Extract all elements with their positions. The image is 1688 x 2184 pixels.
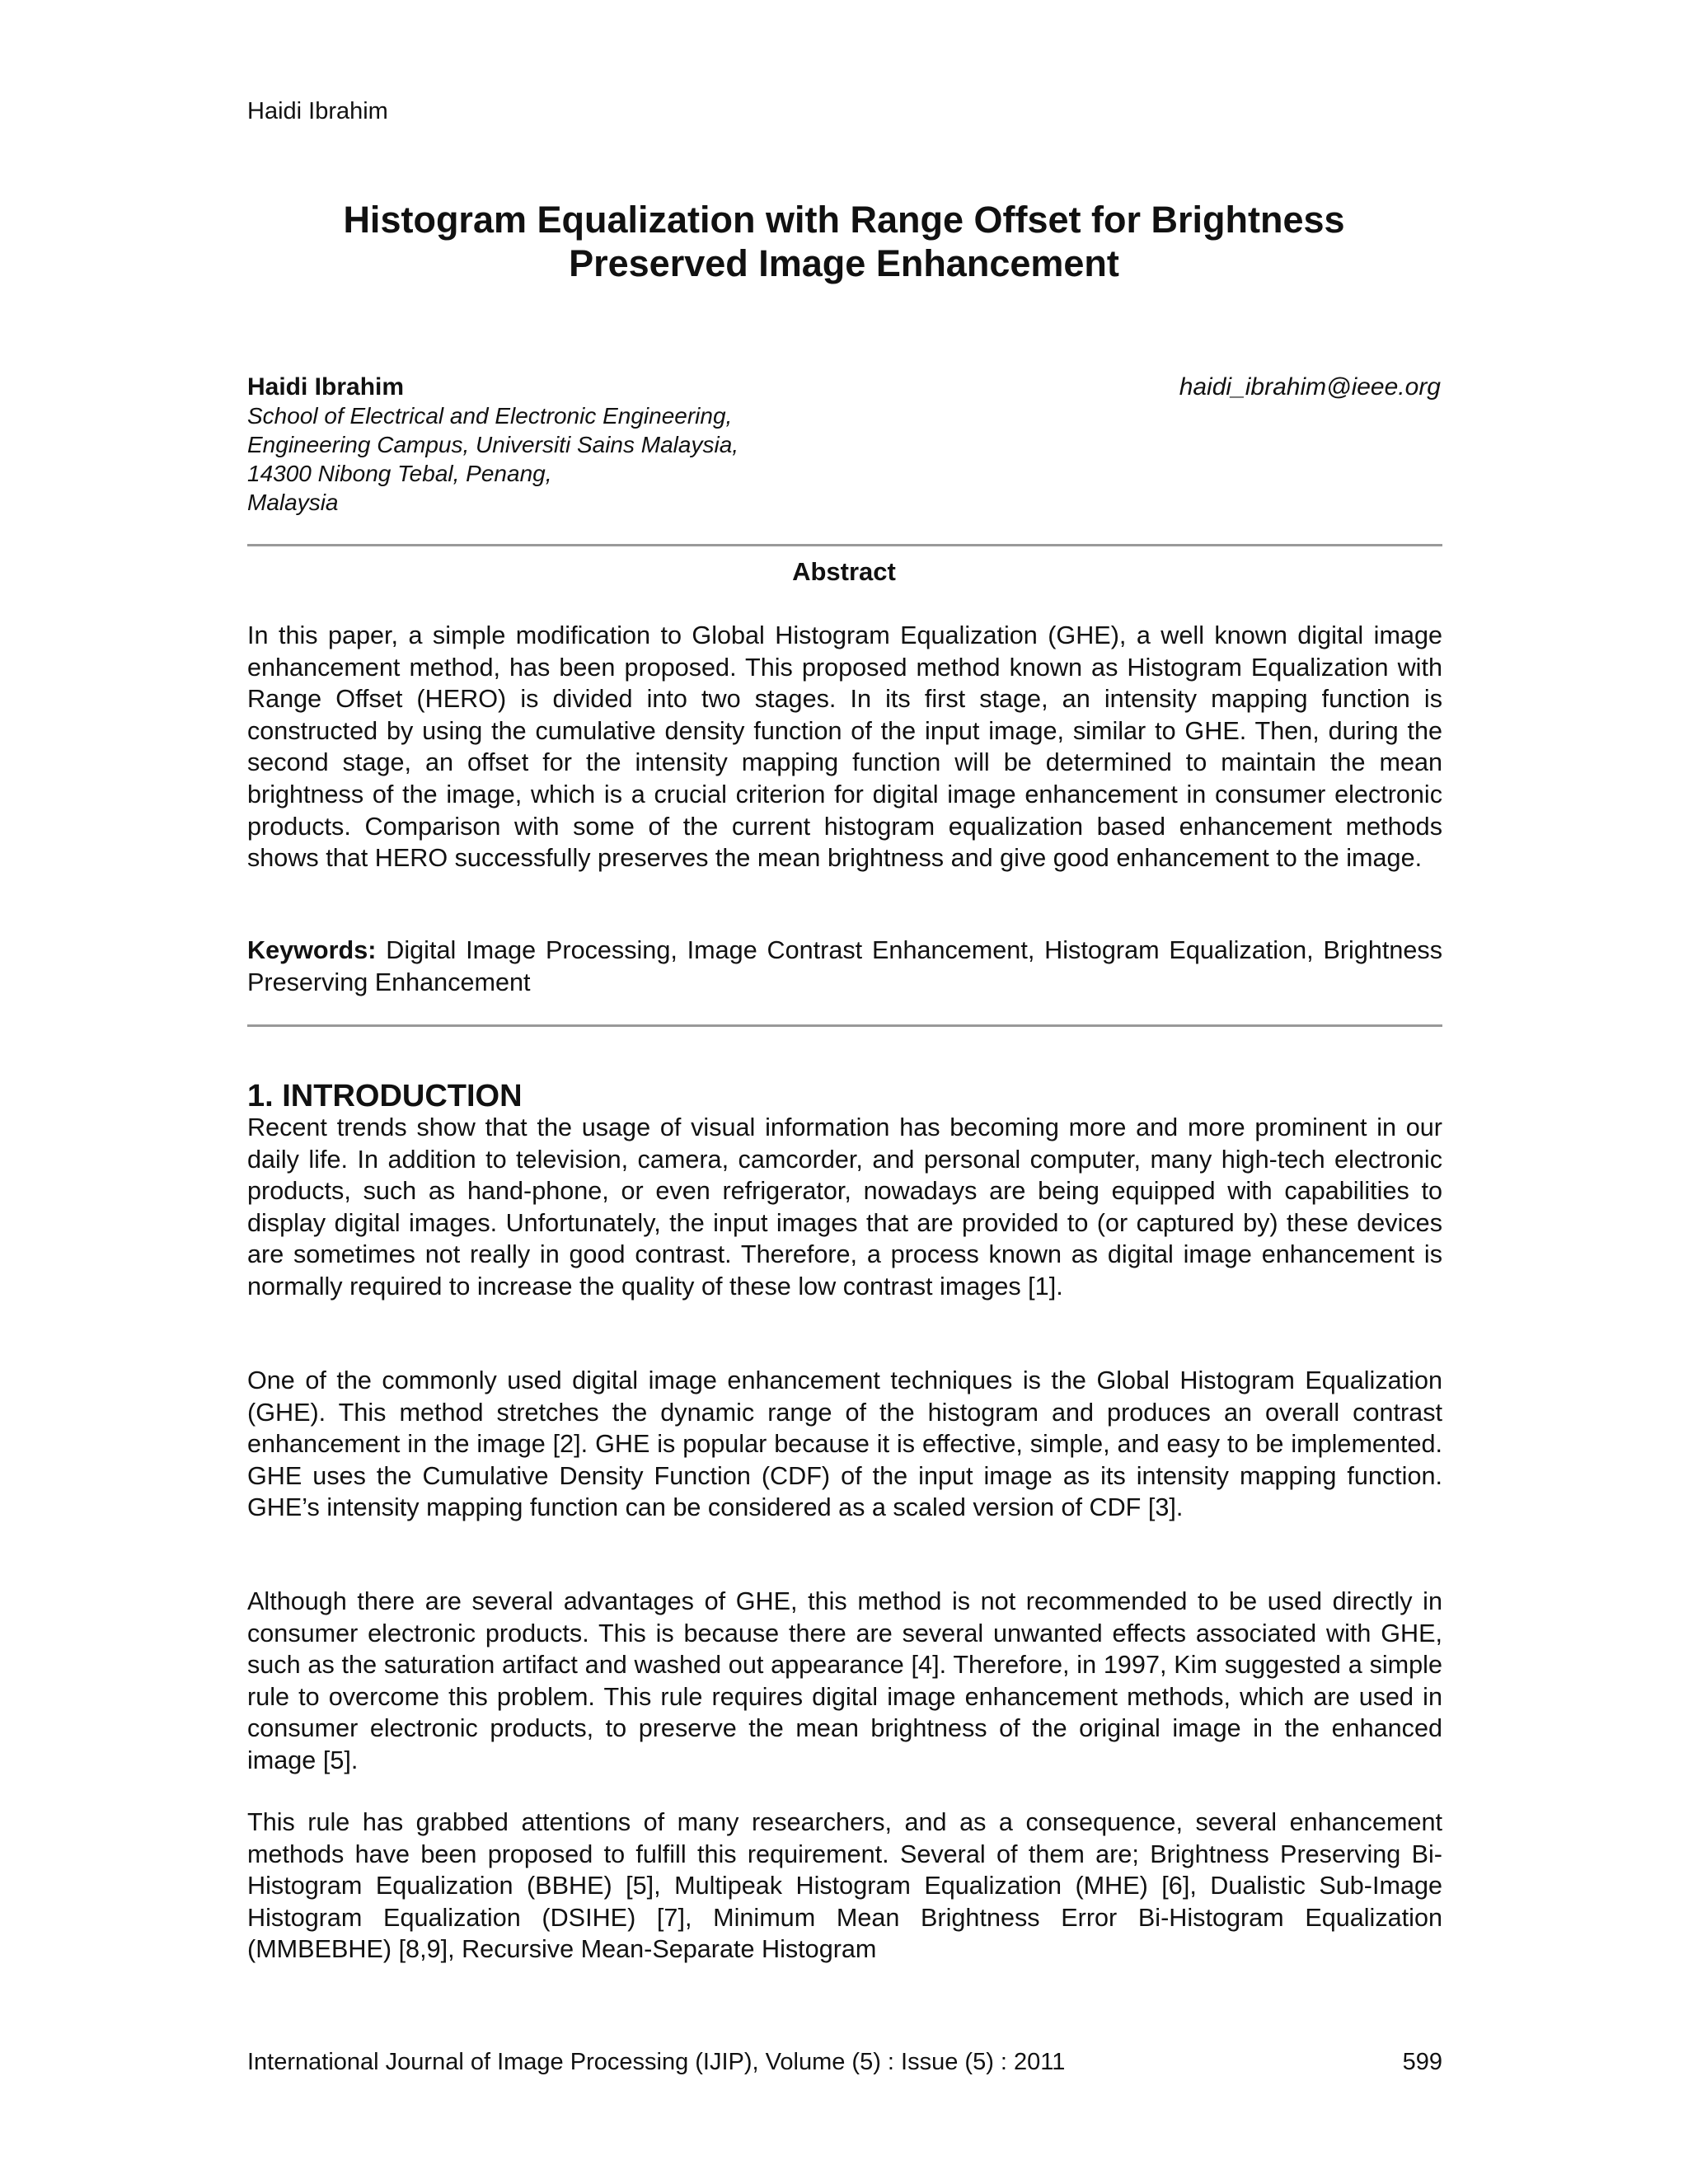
title-line-2: Preserved Image Enhancement bbox=[569, 242, 1119, 284]
keywords-text: Digital Image Processing, Image Contrast Enhancement, Histogram Equalization, Brightness Preserving Enhancement bbox=[247, 936, 1442, 996]
affiliation-line: 14300 Nibong Tebal, Penang, bbox=[247, 461, 552, 486]
abstract-text: In this paper, a simple modification to Global Histogram Equalization (GHE), a well known digital image enhancement method, has been proposed. This proposed method known as Histogram Equalization with Range Offset (HERO) is divided into two stages. In its first stage, an intensity mapping function is constructed by using the cumulative density function of the input image, similar to GHE. Then, during the second stage, an offset for the intensity mapping function will be determined to maintain the mean brightness of the image, which is a crucial criterion for digital image enhancement in consumer electronic products. Comparison with some of the current histogram equalization based enhancement methods shows that HERO successfully preserves the mean brightness and give good enhancement to the image. bbox=[247, 621, 1442, 873]
author-email: haidi_ibrahim@ieee.org bbox=[1179, 373, 1441, 401]
paper-title bbox=[247, 198, 1441, 285]
keywords-label: Keywords: bbox=[247, 936, 377, 964]
intro-paragraph: One of the commonly used digital image enhancement techniques is the Global Histogram Equalization (GHE). This method stretches the dynamic range of the histogram and produces an overall contrast enhancement in the image [2]. GHE is popular because it is effective, simple, and easy to be implemented. GHE uses the Cumulative Density Function (CDF) of the input image as its intensity mapping function. GHE’s intensity mapping function can be considered as a scaled version of CDF [3]. bbox=[247, 1366, 1442, 1522]
running-header: Haidi Ibrahim bbox=[247, 98, 388, 124]
intro-paragraph: Although there are several advantages of GHE, this method is not recommended to be used directly in consumer electronic products. This is because there are several unwanted effects associated with GHE, such as the saturation artifact and washed out appearance [4]. Therefore, in 1997, Kim suggested a simple rule to overcome this problem. This rule requires digital image enhancement methods, which are used in consumer electronic products, to preserve the mean brightness of the original image in the enhanced image [5]. bbox=[247, 1587, 1442, 1774]
affiliation-line: School of Electrical and Electronic Engineering, bbox=[247, 403, 733, 429]
affiliation-line: Engineering Campus, Universiti Sains Malaysia, bbox=[247, 432, 739, 457]
abstract-heading: Abstract bbox=[792, 557, 896, 586]
title-line-1: Histogram Equalization with Range Offset for Brightness bbox=[343, 199, 1345, 241]
keywords bbox=[247, 935, 1442, 998]
divider-bottom bbox=[247, 1024, 1442, 1027]
section-heading-introduction: 1. INTRODUCTION bbox=[247, 1079, 523, 1113]
footer-journal: International Journal of Image Processing (IJIP), Volume (5) : Issue (5) : 2011 bbox=[247, 2049, 1066, 2075]
affiliation-line: Malaysia bbox=[247, 490, 339, 515]
intro-paragraph: Recent trends show that the usage of visual information has becoming more and more prominent in our daily life. In addition to television, camera, camcorder, and personal computer, many high-tech electronic products, such as hand-phone, or even refrigerator, nowadays are being equipped with capabilities to display digital images. Unfortunately, the input images that are provided to (or captured by) these devices are sometimes not really in good contrast. Therefore, a process known as digital image enhancement is normally required to increase the quality of these low contrast images [1]. bbox=[247, 1113, 1442, 1301]
author-name: Haidi Ibrahim bbox=[247, 373, 405, 401]
divider-top bbox=[247, 544, 1442, 546]
intro-paragraph: This rule has grabbed attentions of many researchers, and as a consequence, several enhancement methods have been proposed to fulfill this requirement. Several of them are; Brightness Preserving Bi-Histogram Equalization (BBHE) [5], Multipeak Histogram Equalization (MHE) [6], Dualistic Sub-Image Histogram Equalization (DSIHE) [7], Minimum Mean Brightness Error Bi-Histogram Equalization (MMBEBHE) [8,9], Recursive Mean-Separate Histogram bbox=[247, 1808, 1442, 1964]
author-block bbox=[247, 373, 1441, 517]
footer-page-number: 599 bbox=[1402, 2049, 1442, 2075]
